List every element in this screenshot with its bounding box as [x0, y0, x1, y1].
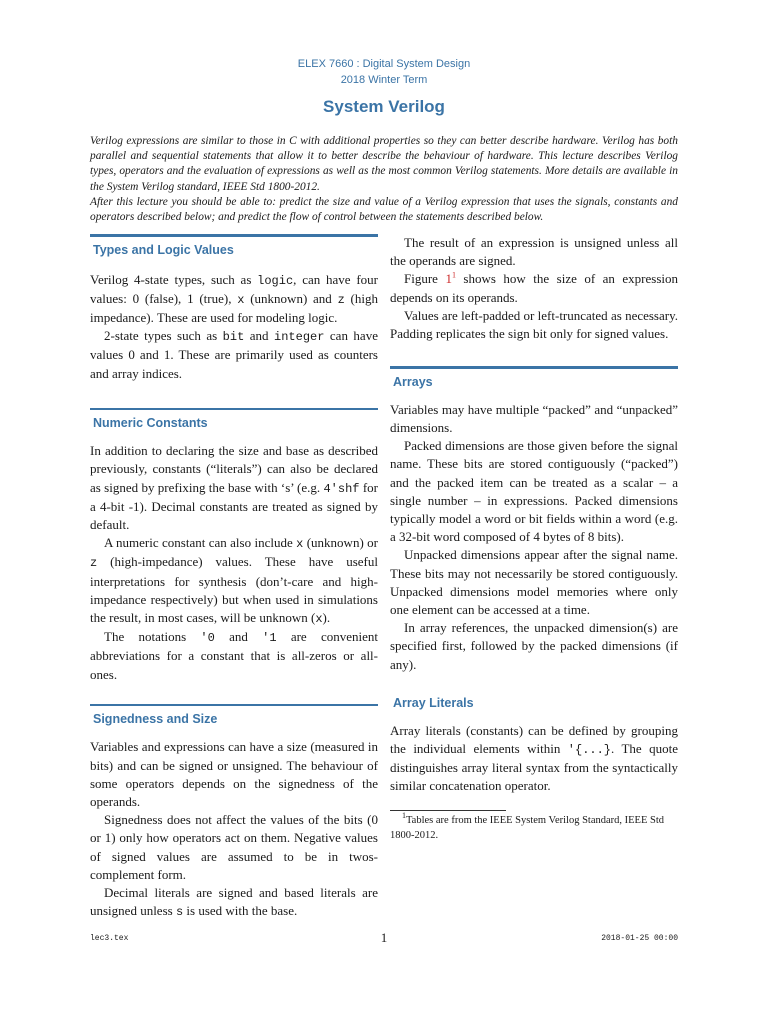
section-rule	[390, 366, 678, 369]
section-rule	[90, 408, 378, 411]
signedness-paragraph-1: Variables and expressions can have a size (measured in bits) and can be signed or unsigned. The behaviour of some operators depends on the signedness of the operands.	[90, 739, 378, 809]
section-heading-numeric: Numeric Constants	[93, 416, 208, 431]
size-paragraph-2: Figure 1$^1$ shows how the size of an expression depends on its operands.	[390, 271, 678, 305]
numeric-paragraph-1: In addition to declaring the size and base as described previously, constants (“literals”) can also be declared as signed by prefixing the base with ‘s’ (e.g. 4'shf for a 4-bit -1). Decimal constants are treated as signed by default.	[90, 443, 378, 533]
footnote-marker[interactable]: 1	[451, 271, 456, 281]
signedness-paragraph-2: Signedness does not affect the values of the bits (0 or 1) only how operators act on them. Negative values of signed values are assumed to be in twos-complement form.	[90, 812, 378, 882]
footer-filename: lec3.tex	[90, 934, 129, 943]
types-body	[90, 271, 378, 383]
section-heading-array-literals: Array Literals	[393, 695, 474, 710]
footer-date: 2018-01-25 00:00	[601, 934, 678, 943]
section-heading-arrays: Arrays	[393, 374, 433, 389]
arrays-paragraph-3: Unpacked dimensions appear after the signal name. These bits may not necessarily be stored contiguously. Unpacked dimensions model memories where only one element can be accessed at a time.	[390, 547, 678, 617]
section-heading-types: Types and Logic Values	[93, 242, 234, 257]
numeric-body	[90, 442, 378, 684]
footnote: $^1$Tables are from the IEEE System Verilog Standard, IEEE Std 1800-2012.	[390, 811, 665, 841]
abstract-objectives: After this lecture you should be able to: predict the size and value of a Verilog expression that uses the signals, constants and operators described below; and predict the flow of control between the statements described below.	[90, 195, 678, 224]
course-title: ELEX 7660 : Digital System Design	[297, 58, 471, 70]
section-heading-signedness: Signedness and Size	[93, 712, 218, 727]
footnote-rule	[390, 810, 506, 811]
arrays-paragraph-1: Variables may have multiple “packed” and “unpacked” dimensions.	[390, 401, 678, 435]
arrays-paragraph-2: Packed dimensions are those given before the signal name. These bits are stored contiguously (“packed”) and the packed item can be treated as a scalar – a single number – in expressions. Packed dimensions typically model a word or bit fields within a word (e.g. a 32-bit word composed of 4 bytes of 8 bits).	[390, 438, 678, 545]
arrays-paragraph-4: In array references, the unpacked dimension(s) are specified first, followed by the packed dimensions (if any).	[390, 620, 678, 672]
left-column	[90, 234, 378, 921]
size-paragraph-3: Values are left-padded or left-truncated as necessary. Padding replicates the sign bit only for signed values.	[390, 307, 678, 342]
right-column	[390, 234, 678, 843]
types-paragraph-2: 2-state types such as bit and integer can have values 0 and 1. These are primarily used as counters and array indices.	[90, 328, 378, 381]
types-paragraph-1: Verilog 4-state types, such as logic, can have four values: 0 (false), 1 (true), x (unknown) and z (high impedance). These are used for modeling logic.	[90, 271, 378, 325]
size-paragraph-1: The result of an expression is unsigned unless all the operands are signed.	[390, 235, 678, 269]
page-number: 1	[380, 930, 388, 945]
figure-reference-link[interactable]: 1	[445, 271, 452, 287]
size-continued	[390, 234, 678, 343]
abstract-paragraph: Verilog expressions are similar to those in C with additional properties so they can better describe hardware. Verilog has both parallel and sequential statements that allow it to better describe the behaviour of hardware. This lecture describes Verilog types, operators and the evaluation of expressions as well as the most common Verilog statements. More details are available in the System Verilog standard, IEEE Std 1800-2012.	[90, 135, 678, 193]
literals-body	[390, 722, 678, 796]
numeric-paragraph-2: A numeric constant can also include x (unknown) or z (high-impedance) values. These have useful interpretations for synthesis (don’t-care and high-impedance respectively) but when used in simulations the result, in most cases, will be unknown (x).	[90, 535, 378, 627]
arrays-body	[390, 401, 678, 674]
numeric-paragraph-3: The notations '0 and '1 are convenient abbreviations for a constant that is all-zeros or all-ones.	[90, 629, 378, 682]
literals-paragraph-1: Array literals (constants) can be defined by grouping the individual elements within '{...}. The quote distinguishes array literal syntax from the syntactically similar concatenation operator.	[390, 722, 679, 794]
abstract	[90, 134, 678, 225]
term-label: 2018 Winter Term	[340, 74, 428, 86]
page-title: System Verilog	[323, 97, 445, 116]
signedness-body	[90, 738, 378, 921]
section-rule	[90, 234, 378, 237]
section-rule	[90, 704, 378, 707]
signedness-paragraph-3: Decimal literals are signed and based literals are unsigned unless s is used with the base.	[90, 884, 378, 920]
